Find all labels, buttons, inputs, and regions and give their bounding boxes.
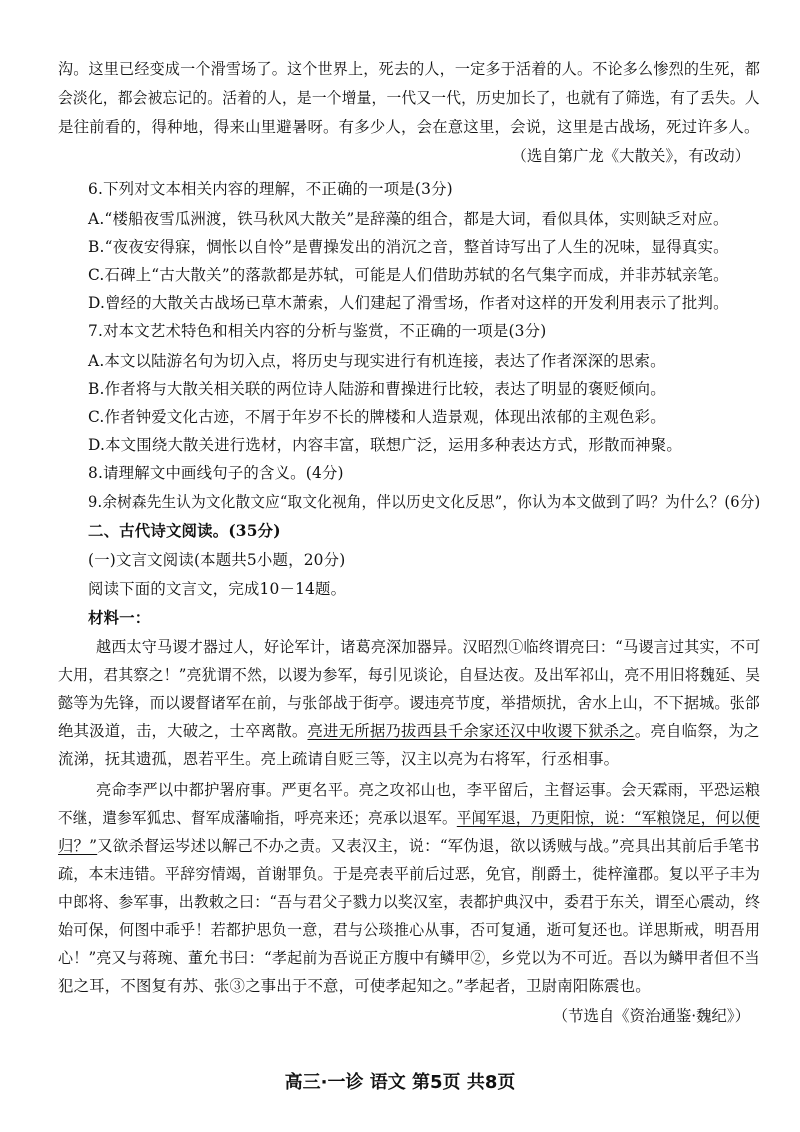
option-b: B.作者将与大散关相关联的两位诗人陆游和曹操进行比较，表达了明显的褒贬倾向。 (88, 380, 666, 398)
option-b: B.“夜夜安得寐，惆怅以自怜”是曹操发出的消沉之音，整首诗写出了人生的况味，显得真实。 (88, 238, 729, 256)
question-stem: 6.下列对文本相关内容的理解，不正确的一项是(3分) (88, 180, 453, 198)
text-segment: 。亮自临祭，为之 (634, 722, 760, 740)
underlined-sentence: 平闻军退，乃更阳惊，说：“军粮饶足，何以便 (456, 809, 760, 827)
text-line (58, 835, 760, 857)
text-line: 疏，本末违错。平辞穷情竭，首谢罪负。于是亮表平前后过恶，免官，削爵土，徙梓潼郡。复以平子丰为 (58, 865, 761, 883)
material-label: 材料一： (88, 609, 151, 627)
text-line: 大用，君其察之！”亮犹谓不然，以谡为参军，每引见谈论，自昼达夜。及出军祁山，亮不用旧将魏延、吴 (58, 666, 761, 684)
text-segment: 又欲杀督运岑述以解己不办之责。又表汉主，说：“军伪退，欲以诱贼与战。”亮具出其前后手笔书 (97, 837, 760, 855)
option-d: D.本文围绕大散关进行选材，内容丰富，联想广泛，运用多种表达方式，形散而神聚。 (88, 436, 682, 454)
text-segment: 绝其汲道，击，大破之，士卒离散。 (58, 722, 308, 740)
text-line: 心！”亮又与蒋琬、董允书曰：“孝起前为吾说正方腹中有鳞甲②，乡党以为不可近。吾以为鳞甲者但不当 (58, 949, 760, 967)
text-line (58, 807, 760, 829)
text-line: 始可保，何图中乖乎！若都护思负一意，君与公琰推心从事，否可复通，逝可复还也。详思斯戒，明吾用 (58, 921, 761, 939)
passage-line: 是往前看的，得种地，得来山里避暑呀。有多少人，会在意这里，会说，这里是古战场，死过许多人。 (58, 118, 760, 136)
option-c: C.石碑上“古大散关”的落款都是苏轼，可能是人们借助苏轼的名气集字而成，并非苏轼亲笔。 (88, 266, 729, 284)
question-9: 9.余树森先生认为文化散文应“取文化视角，伴以历史文化反思”，你认为本文做到了吗？为什么？(6分) (88, 493, 761, 511)
material-source: （节选自《资治通鉴·魏纪》） (552, 1007, 750, 1025)
text-line: 流涕，抚其遗孤，恩若平生。亮上疏请自贬三等，汉主以亮为右将军，行丞相事。 (58, 750, 620, 768)
option-a: A.本文以陆游名句为切入点，将历史与现实进行有机连接，表达了作者深深的思索。 (88, 352, 666, 370)
option-a: A.“楼船夜雪瓜洲渡，铁马秋风大散关”是辞藻的组合，都是大词，看似具体，实则缺乏对应。 (88, 210, 729, 228)
question-8: 8.请理解文中画线句子的含义。(4分) (88, 464, 344, 482)
passage-source: （选自第广龙《大散关》，有改动） (511, 147, 750, 165)
underlined-sentence: 归？” (58, 837, 98, 855)
option-d: D.曾经的大散关古战场已草木萧索，人们建起了滑雪场，作者对这样的开发利用表示了批判。 (88, 294, 729, 312)
text-line (58, 720, 760, 742)
page-footer: 高三·一诊 语文 第5页 共8页 (284, 1072, 516, 1093)
section-title: 二、古代诗文阅读。(35分) (88, 522, 281, 540)
option-c: C.作者钟爱文化古迹，不屑于年岁不长的牌楼和人造景观，体现出浓郁的主观色彩。 (88, 408, 666, 426)
text-segment: 不继，遣参军狐忠、督军成藩喻指，呼亮来还；亮承以退军。 (58, 809, 457, 827)
question-stem: 7.对本文艺术特色和相关内容的分析与鉴赏，不正确的一项是(3分) (88, 322, 547, 340)
underlined-sentence: 亮进无所据乃拔西县千余家还汉中收谡下狱杀之 (307, 722, 635, 740)
passage-line: 沟。这里已经变成一个滑雪场了。这个世界上，死去的人，一定多于活着的人。不论多么惨烈的生死，都 (58, 60, 761, 78)
subsection-title: (一)文言文阅读(本题共5小题，20分) (88, 551, 346, 569)
passage-line: 会淡化，都会被忘记的。活着的人，是一个增量，一代又一代，历史加长了，也就有了筛选，有了丢失。人 (58, 89, 760, 107)
text-line: 中郎将、参军事，出教敕之曰：“吾与君父子戮力以奖汉室，表都护典汉中，委君于东关，谓至心震动，终 (58, 893, 761, 911)
text-line: 懿等为先锋，而以谡督诸军在前，与张郃战于街亭。谡违亮节度，举措烦扰，舍水上山，不下据城。张郃 (58, 694, 761, 712)
text-line: 亮命李严以中都护署府事。严更名平。亮之攻祁山也，李平留后，主督运事。会天霖雨，平恐运粮 (96, 781, 761, 799)
text-line: 犯之耳，不图复有苏、张③之事出于不意，可使孝起知之。”孝起者，卫尉南阳陈震也。 (58, 977, 651, 995)
instructions: 阅读下面的文言文，完成10－14题。 (88, 580, 347, 598)
text-line: 越西太守马谡才器过人，好论军计，诸葛亮深加器异。汉昭烈①临终谓亮曰：“马谡言过其实，不可 (96, 638, 761, 656)
